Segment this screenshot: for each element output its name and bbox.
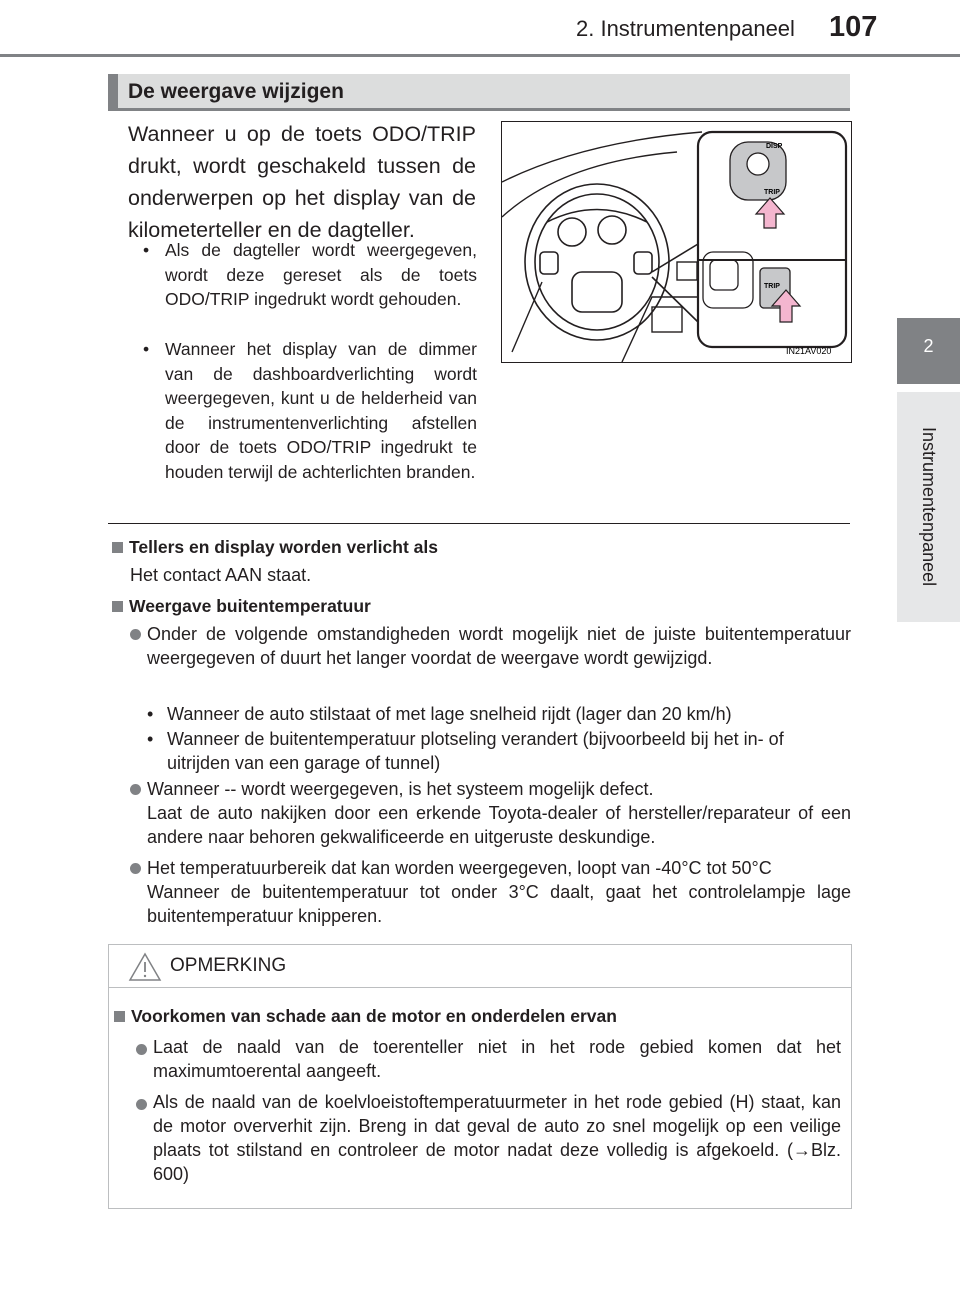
notice-title: Voorkomen van schade aan de motor en onderdelen ervan	[131, 1006, 617, 1026]
bullet-text: Als de dagteller wordt weergegeven, wordt deze gereset als de toets ODO/TRIP ingedrukt wordt gehouden.	[165, 240, 477, 309]
chapter-number: 2	[923, 336, 934, 356]
sub-bullet-text: Wanneer de buitentemperatuur plotseling verandert (bijvoorbeeld bij het in- of uitrijden van een garage of tunnel)	[167, 729, 784, 773]
callout-line	[652, 277, 698, 322]
note-heading	[112, 537, 438, 558]
steering-wheel-icon	[525, 184, 669, 340]
notice-item-text: Laat de naald van de toerenteller niet in het rode gebied komen dat het maximumtoerental aangeeft.	[153, 1037, 841, 1081]
notice-label: OPMERKING	[170, 955, 287, 976]
circle-marker	[130, 784, 141, 795]
trip-label-lower: TRIP	[764, 283, 780, 290]
note-text: Het contact AAN staat.	[130, 565, 312, 585]
bullet-dot: •	[143, 240, 150, 260]
square-marker	[112, 542, 123, 553]
bullet-text: Wanneer het display van de dimmer van de dashboardverlichting wordt weergegeven, kunt u de helderheid van de instrumentenverlichting afstellen door de toets ODO/TRIP ingedrukt te houden terwijl de achterlichten branden.	[165, 339, 477, 482]
note-item-text: Wanneer -- wordt weergegeven, is het systeem mogelijk defect.	[147, 779, 654, 799]
chapter-label-text: Instrumentenpaneel	[919, 427, 939, 587]
section-title: De weergave wijzigen	[128, 80, 344, 103]
note-heading	[112, 596, 371, 617]
circle-marker	[130, 863, 141, 874]
figure-code: IN21AV020	[786, 346, 832, 356]
sub-bullet-text: Wanneer de auto stilstaat of met lage snelheid rijdt (lager dan 20 km/h)	[167, 704, 732, 724]
circle-marker	[130, 629, 141, 640]
bullet-item	[143, 337, 477, 484]
bullet-item	[143, 238, 477, 312]
circle-bullet	[136, 1097, 147, 1115]
square-marker	[112, 601, 123, 612]
sub-bullet-dot: •	[147, 704, 154, 724]
section-divider	[108, 523, 850, 524]
bullet-dot: •	[143, 339, 150, 359]
circle-bullet	[136, 1042, 147, 1060]
circle-marker	[136, 1099, 147, 1110]
sub-bullet-dot: •	[147, 729, 154, 749]
disp-label: DISP	[766, 143, 783, 150]
dashboard-lines	[502, 132, 712, 362]
trip-label-upper: TRIP	[764, 189, 780, 196]
chapter-label	[897, 392, 960, 622]
note-item-text: Het temperatuurbereik dat kan worden weergegeven, loopt van -40°C tot 50°C	[147, 858, 772, 878]
circle-bullet	[130, 861, 141, 879]
running-header-section: 2. Instrumentenpaneel	[576, 16, 795, 41]
note-title: Weergave buitentemperatuur	[129, 596, 371, 616]
note-item-text: Onder de volgende omstandigheden wordt mogelijk niet de juiste buitentemperatuur weergegeven of duurt het langer voordat de weergave wordt gewijzigd.	[147, 624, 851, 668]
heading-marker	[108, 74, 118, 108]
header-rule	[0, 54, 960, 57]
notice-heading	[114, 1006, 617, 1027]
notice-item-text: Als de naald van de koelvloeistoftemperatuurmeter in het rode gebied (H) staat, kan de motor oververhit zijn. Breng in dat geval de auto zo snel mogelijk op een veilige plaats tot stilstand en controleer de motor nadat deze volledig is afgekoeld. (→Blz. 600)	[153, 1092, 841, 1184]
section-heading	[108, 74, 850, 111]
circle-bullet	[130, 782, 141, 800]
note-title: Tellers en display worden verlicht als	[129, 537, 438, 557]
intro-paragraph: Wanneer u op de toets ODO/TRIP drukt, wordt geschakeld tussen de onderwerpen op het display van de kilometerteller en de dagteller.	[128, 122, 476, 242]
note-item-text: Wanneer de buitentemperatuur tot onder 3°C daalt, gaat het controlelampje lage buitentemperatuur knipperen.	[147, 882, 851, 926]
circle-marker	[136, 1044, 147, 1055]
warning-triangle-icon	[128, 952, 162, 982]
page-number: 107	[829, 11, 878, 43]
illustration-drawing	[502, 122, 851, 362]
square-marker	[114, 1011, 125, 1022]
notice-separator	[108, 987, 852, 988]
steering-wheel-illustration	[501, 121, 852, 363]
note-item-text: Laat de auto nakijken door een erkende Toyota-dealer of hersteller/reparateur of een andere naar behoren gekwalificeerde en uitgeruste deskundige.	[147, 803, 851, 847]
circle-bullet	[130, 627, 141, 645]
